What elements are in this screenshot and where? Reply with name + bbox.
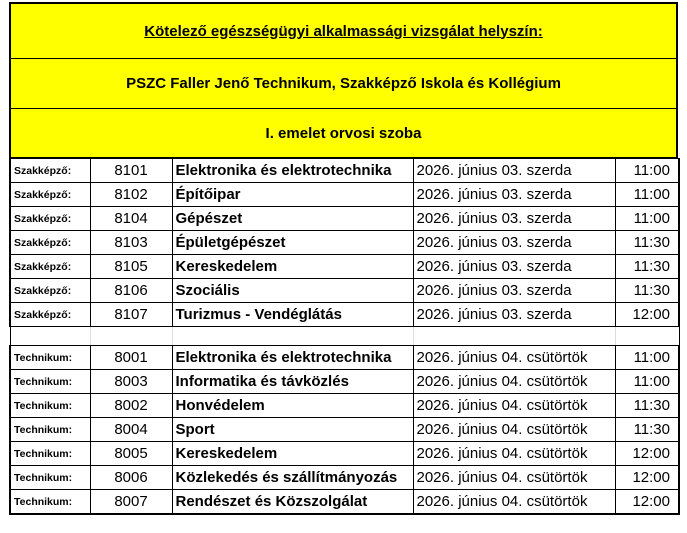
table-row: [10, 490, 679, 515]
row-type-cell: Szakképző:: [10, 231, 90, 255]
header-school-cell: [9, 58, 678, 108]
row-type-cell: Technikum:: [10, 370, 90, 394]
row-date-cell: 2026. június 03. szerda: [413, 159, 615, 183]
row-date-cell: 2026. június 03. szerda: [413, 303, 615, 327]
table-row: [10, 442, 679, 466]
row-time-cell: 11:00: [615, 183, 679, 207]
row-type-cell: Technikum:: [10, 394, 90, 418]
row-type-cell: Szakképző:: [10, 159, 90, 183]
row-name-cell: Kereskedelem: [172, 255, 413, 279]
row-type-cell: Technikum:: [10, 466, 90, 490]
table-row: [10, 346, 679, 370]
row-code-cell: 8004: [90, 418, 172, 442]
row-code-cell: 8102: [90, 183, 172, 207]
table-row: [10, 159, 679, 183]
row-type-cell: Szakképző:: [10, 303, 90, 327]
row-date-cell: 2026. június 04. csütörtök: [413, 394, 615, 418]
row-type-cell: Technikum:: [10, 346, 90, 370]
row-time-cell: 11:30: [615, 279, 679, 303]
table-row: [10, 370, 679, 394]
row-date-cell: 2026. június 03. szerda: [413, 183, 615, 207]
row-date-cell: 2026. június 04. csütörtök: [413, 346, 615, 370]
spacer-cell: [90, 327, 172, 346]
table-row: [10, 466, 679, 490]
spacer-cell: [413, 327, 615, 346]
row-date-cell: 2026. június 03. szerda: [413, 207, 615, 231]
row-date-cell: 2026. június 03. szerda: [413, 255, 615, 279]
table-row: [10, 231, 679, 255]
schedule-table: [9, 158, 680, 515]
row-time-cell: 12:00: [615, 490, 679, 515]
table-row: [10, 183, 679, 207]
row-name-cell: Elektronika és elektrotechnika: [172, 346, 413, 370]
row-code-cell: 8001: [90, 346, 172, 370]
row-code-cell: 8101: [90, 159, 172, 183]
table-row: [10, 418, 679, 442]
row-date-cell: 2026. június 03. szerda: [413, 279, 615, 303]
row-time-cell: 11:00: [615, 159, 679, 183]
row-date-cell: 2026. június 04. csütörtök: [413, 442, 615, 466]
row-name-cell: Honvédelem: [172, 394, 413, 418]
row-code-cell: 8002: [90, 394, 172, 418]
row-time-cell: 11:30: [615, 231, 679, 255]
schedule-table-body: [10, 159, 679, 515]
row-type-cell: Szakképző:: [10, 207, 90, 231]
row-time-cell: 11:30: [615, 255, 679, 279]
row-time-cell: 11:00: [615, 207, 679, 231]
row-time-cell: 12:00: [615, 442, 679, 466]
row-name-cell: Közlekedés és szállítmányozás: [172, 466, 413, 490]
row-date-cell: 2026. június 04. csütörtök: [413, 466, 615, 490]
row-code-cell: 8106: [90, 279, 172, 303]
header-school: PSZC Faller Jenő Technikum, Szakképző Iskola és Kollégium: [126, 75, 561, 92]
row-code-cell: 8007: [90, 490, 172, 515]
header-room: I. emelet orvosi szoba: [265, 124, 422, 142]
row-name-cell: Turizmus - Vendéglátás: [172, 303, 413, 327]
table-row: [10, 394, 679, 418]
row-type-cell: Technikum:: [10, 490, 90, 515]
spacer-row: [10, 327, 679, 346]
row-code-cell: 8104: [90, 207, 172, 231]
spacer-cell: [172, 327, 413, 346]
row-name-cell: Rendészet és Közszolgálat: [172, 490, 413, 515]
row-name-cell: Építőipar: [172, 183, 413, 207]
row-name-cell: Épületgépészet: [172, 231, 413, 255]
header-room-cell: [9, 108, 678, 158]
spacer-cell: [10, 327, 90, 346]
row-type-cell: Technikum:: [10, 442, 90, 466]
row-date-cell: 2026. június 04. csütörtök: [413, 370, 615, 394]
row-date-cell: 2026. június 03. szerda: [413, 231, 615, 255]
row-type-cell: Technikum:: [10, 418, 90, 442]
row-name-cell: Szociális: [172, 279, 413, 303]
schedule-sheet: [9, 2, 678, 515]
row-code-cell: 8006: [90, 466, 172, 490]
row-date-cell: 2026. június 04. csütörtök: [413, 418, 615, 442]
header-title: Kötelező egészségügyi alkalmassági vizsgálat helyszín:: [144, 22, 543, 40]
table-row: [10, 279, 679, 303]
row-code-cell: 8005: [90, 442, 172, 466]
row-type-cell: Szakképző:: [10, 279, 90, 303]
row-date-cell: 2026. június 04. csütörtök: [413, 490, 615, 515]
row-code-cell: 8003: [90, 370, 172, 394]
row-time-cell: 12:00: [615, 303, 679, 327]
row-type-cell: Szakképző:: [10, 255, 90, 279]
row-time-cell: 11:00: [615, 370, 679, 394]
row-code-cell: 8107: [90, 303, 172, 327]
spacer-cell: [615, 327, 679, 346]
row-name-cell: Informatika és távközlés: [172, 370, 413, 394]
table-row: [10, 255, 679, 279]
row-time-cell: 11:30: [615, 394, 679, 418]
row-name-cell: Gépészet: [172, 207, 413, 231]
header-title-cell: [9, 2, 678, 58]
row-name-cell: Kereskedelem: [172, 442, 413, 466]
row-time-cell: 11:30: [615, 418, 679, 442]
row-name-cell: Sport: [172, 418, 413, 442]
row-name-cell: Elektronika és elektrotechnika: [172, 159, 413, 183]
table-row: [10, 303, 679, 327]
table-row: [10, 207, 679, 231]
row-code-cell: 8105: [90, 255, 172, 279]
row-code-cell: 8103: [90, 231, 172, 255]
row-time-cell: 11:00: [615, 346, 679, 370]
row-type-cell: Szakképző:: [10, 183, 90, 207]
row-time-cell: 12:00: [615, 466, 679, 490]
